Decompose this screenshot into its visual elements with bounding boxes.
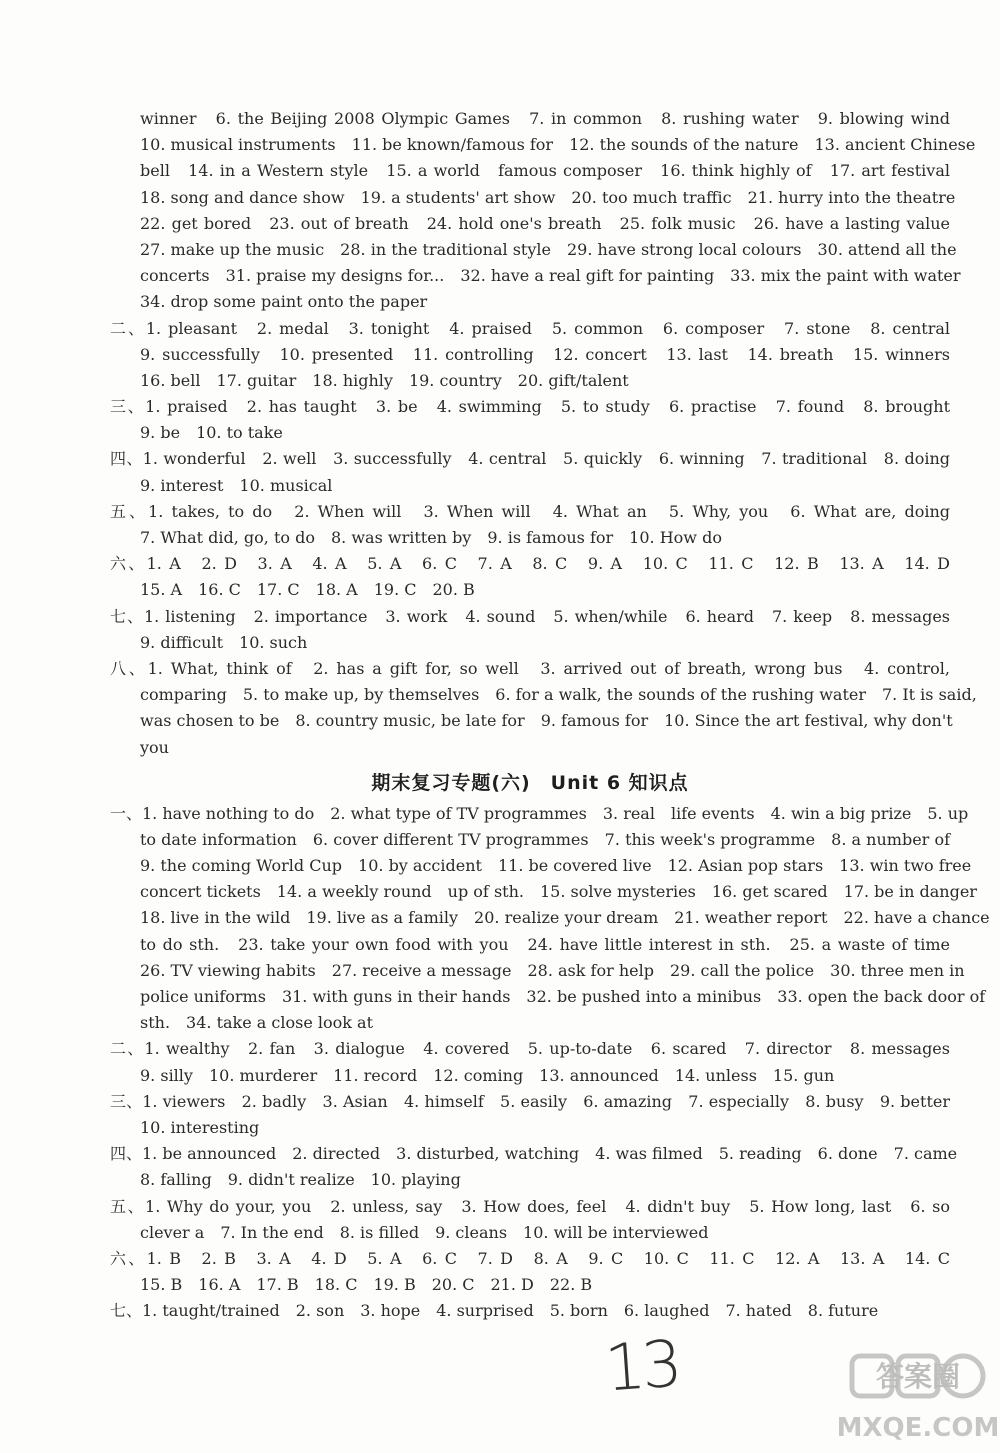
section-title: 期末复习专题(六) Unit 6 知识点 — [371, 771, 689, 794]
unit6-answers — [110, 801, 990, 1325]
answer-line: 34. drop some paint onto the paper — [140, 292, 428, 312]
answer-line: 七、1. listening 2. importance 3. work 4. sound 5. when/while 6. heard 7. keep 8. messages — [110, 606, 950, 626]
answer-line: 18. live in the wild 19. live as a family 20. realize your dream 21. weather report 22. have a chance — [140, 908, 990, 928]
answer-line: 9. the coming World Cup 10. by accident 11. be covered live 12. Asian pop stars 13. win two free — [140, 856, 972, 876]
answer-line: 27. make up the music 28. in the traditional style 29. have strong local colours 30. attend all the — [140, 239, 957, 259]
answer-line: 三、1. viewers 2. badly 3. Asian 4. himself 5. easily 6. amazing 7. especially 8. busy 9. better — [110, 1091, 950, 1111]
answer-line: 22. get bored 23. out of breath 24. hold one's breath 25. folk music 26. have a lasting value — [140, 213, 950, 233]
answer-line: to do sth. 23. take your own food with you 24. have little interest in sth. 25. a waste of time — [140, 934, 951, 954]
answer-line: 10. interesting — [140, 1117, 260, 1137]
answer-line: clever a 7. In the end 8. is filled 9. cleans 10. will be interviewed — [140, 1222, 709, 1242]
answer-line: 五、1. Why do your, you 2. unless, say 3. How does, feel 4. didn't buy 5. How long, last 6. so — [110, 1196, 950, 1216]
answer-line: 一、1. have nothing to do 2. what type of TV programmes 3. real life events 4. win a big prize 5. up — [110, 803, 969, 823]
answer-line: 七、1. taught/trained 2. son 3. hope 4. surprised 5. born 6. laughed 7. hated 8. future — [110, 1301, 879, 1321]
answer-line: comparing 5. to make up, by themselves 6. for a walk, the sounds of the rushing water 7. It is said, — [140, 685, 977, 705]
answer-line: 8. falling 9. didn't realize 10. playing — [140, 1170, 461, 1190]
answer-line: 二、1. wealthy 2. fan 3. dialogue 4. covered 5. up-to-date 6. scared 7. director 8. messages — [110, 1039, 950, 1059]
answer-line: 二、1. pleasant 2. medal 3. tonight 4. praised 5. common 6. composer 7. stone 8. central — [110, 318, 950, 338]
answer-line: 15. B 16. A 17. B 18. C 19. B 20. C 21. D 22. B — [140, 1275, 593, 1295]
answer-line: 7. What did, go, to do 8. was written by 9. is famous for 10. How do — [140, 528, 722, 547]
answer-line: you — [140, 737, 169, 757]
page-number: 13 — [602, 1327, 681, 1407]
watermark-logo-text: 答案圈 — [875, 1360, 961, 1393]
answer-line: 9. difficult 10. such — [140, 632, 308, 652]
answer-line: 9. be 10. to take — [140, 423, 283, 443]
answer-line: 10. musical instruments 11. be known/famous for 12. the sounds of the nature 13. ancient Chinese — [140, 135, 976, 155]
answer-page — [110, 106, 990, 1324]
answer-line: 9. silly 10. murderer 11. record 12. coming 13. announced 14. unless 15. gun — [140, 1065, 835, 1085]
answer-line: 9. interest 10. musical — [140, 475, 333, 495]
answer-line: 18. song and dance show 19. a students' art show 20. too much traffic 21. hurry into the theatre — [140, 187, 956, 207]
answer-line: sth. 34. take a close look at — [140, 1013, 374, 1033]
answer-line: 三、1. praised 2. has taught 3. be 4. swimming 5. to study 6. practise 7. found 8. brought — [110, 397, 950, 417]
unit5-answers — [110, 106, 977, 761]
watermark-logo — [836, 1348, 1000, 1443]
answer-line: 26. TV viewing habits 27. receive a message 28. ask for help 29. call the police 30. three men in — [140, 960, 965, 980]
answer-line: police uniforms 31. with guns in their hands 32. be pushed into a minibus 33. open the back door of — [140, 987, 986, 1006]
answer-line: 四、1. wonderful 2. well 3. successfully 4. central 5. quickly 6. winning 7. traditional 8. doing — [110, 449, 950, 469]
answer-line: 六、1. B 2. B 3. A 4. D 5. A 6. C 7. D 8. A 9. C 10. C 11. C 12. A 13. A 14. C — [110, 1248, 950, 1268]
answer-line: bell 14. in a Western style 15. a world famous composer 16. think highly of 17. art festival — [140, 161, 950, 181]
answer-line: concert tickets 14. a weekly round up of sth. 15. solve mysteries 16. get scared 17. be in danger — [140, 882, 977, 902]
answer-line: 五、1. takes, to do 2. When will 3. When will 4. What an 5. Why, you 6. What are, doing — [110, 501, 950, 521]
answer-line: 六、1. A 2. D 3. A 4. A 5. A 6. C 7. A 8. C 9. A 10. C 11. C 12. B 13. A 14. D — [110, 554, 950, 574]
answer-line: 八、1. What, think of 2. has a gift for, so well 3. arrived out of breath, wrong bus 4. control, — [110, 658, 950, 678]
answer-line: 16. bell 17. guitar 18. highly 19. country 20. gift/talent — [140, 370, 629, 390]
answer-line: concerts 31. praise my designs for... 32. have a real gift for painting 33. mix the paint with water — [140, 266, 961, 286]
watermark-url: MXQE.COM — [836, 1413, 1000, 1443]
answer-line: 四、1. be announced 2. directed 3. disturbed, watching 4. was filmed 5. reading 6. done 7. came — [110, 1144, 958, 1164]
answer-line: winner 6. the Beijing 2008 Olympic Games 7. in common 8. rushing water 9. blowing wind — [140, 109, 951, 128]
answer-line: 9. successfully 10. presented 11. controlling 12. concert 13. last 14. breath 15. winners — [140, 344, 950, 364]
answer-line: was chosen to be 8. country music, be late for 9. famous for 10. Since the art festival, why don't — [140, 711, 953, 731]
answer-line: to date information 6. cover different TV programmes 7. this week's programme 8. a number of — [140, 829, 951, 849]
answer-line: 15. A 16. C 17. C 18. A 19. C 20. B — [140, 580, 475, 600]
